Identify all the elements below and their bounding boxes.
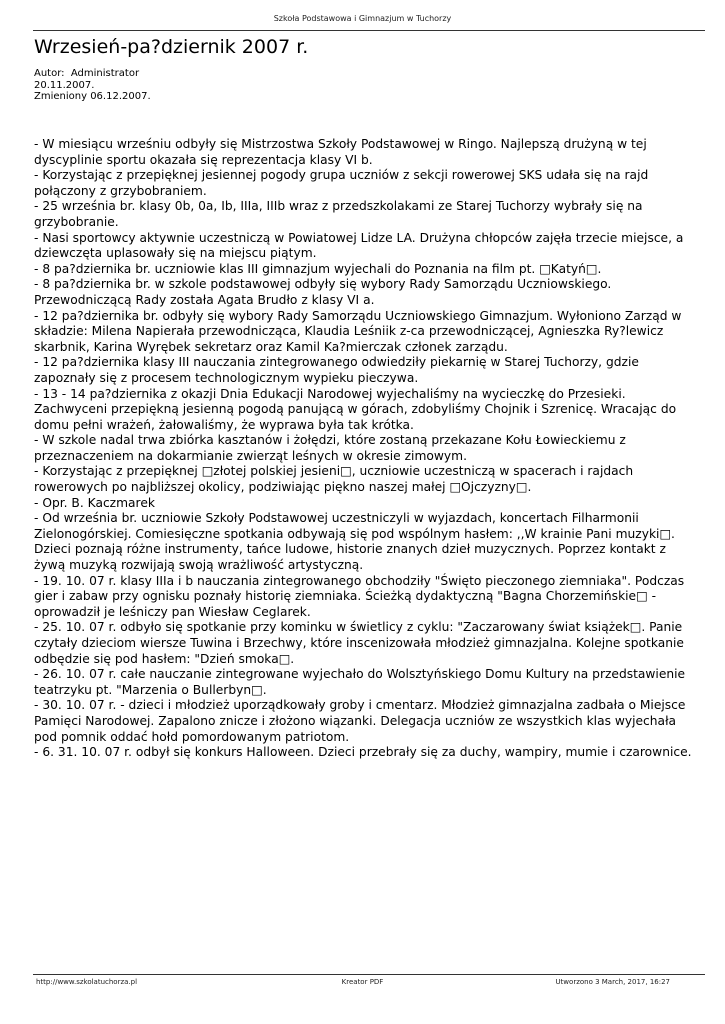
paragraph: - Opr. B. Kaczmarek xyxy=(34,495,155,510)
page-header: Szkoła Podstawowa i Gimnazjum w Tuchorzy xyxy=(273,14,452,23)
paragraph: - 12 pa?dziernika br. odbyły się wybory Rady Samorządu Uczniowskiego Gimnazjum. Wyłoniono Zarząd w składzie: Milena Napierała przewodnicząca, Klaudia Leśniik z-ca przewodniczącej, Agnieszka Ry?lewicz skarbnik, Karina Wyrębek sekretarz oraz Kamil Ka?mierczak członek zarządu. xyxy=(34,308,682,354)
article-meta xyxy=(34,68,151,103)
paragraph: - W szkole nadal trwa zbiórka kasztanów i żołędzi, które zostaną przekazane Kołu Łowieckiemu z przeznaczeniem na dokarmianie zwierząt leśnych w okresie zimowym. xyxy=(34,433,626,463)
paragraph: - Korzystając z przepięknej □złotej polskiej jesieni□, uczniowie uczestniczą w spacerach i rajdach rowerowych po najbliższej okolicy, podziwiając piękno naszej małej □Ojczyzny□. xyxy=(34,464,634,495)
modified-date: Zmieniony 06.12.2007. xyxy=(34,91,151,102)
paragraph: - 26. 10. 07 r. całe nauczanie zintegrowane wyjechało do Wolsztyńskiego Domu Kultury na przedstawienie teatrzyku pt. "Marzenia o Bullerbyn□. xyxy=(34,667,686,697)
article-body xyxy=(34,137,694,761)
footer-created: Utworzono 3 March, 2017, 16:27 xyxy=(555,978,670,986)
paragraph: - 8 pa?dziernika br. w szkole podstawowej odbyły się wybory Rady Samorządu Uczniowskiego. Przewodniczącą Rady została Agata Brudło z klasy VI a. xyxy=(34,277,612,307)
paragraph: - W miesiącu wrześniu odbyły się Mistrzostwa Szkoły Podstawowej w Ringo. Najlepszą drużyną w tej dyscyplinie sportu okazała się reprezentacja klasy VI b. xyxy=(34,137,647,167)
paragraph: - 30. 10. 07 r. - dzieci i młodzież uporządkowały groby i cmentarz. Młodzież gimnazjalna zadbała o Miejsce Pamięci Narodowej. Zapalono znicze i złożono wiązanki. Delegacja uczniów ze wszystkich klas wyjechała pod pomnik oddać hołd pomordowanym patriotom. xyxy=(34,698,686,744)
footer-divider xyxy=(33,974,705,975)
footer-url[interactable]: http://www.szkolatuchorza.pl xyxy=(36,978,138,986)
paragraph: - Nasi sportowcy aktywnie uczestniczą w Powiatowej Lidze LA. Drużyna chłopców zajęła trzecie miejsce, a dziewczęta uplasowały się na miejscu piątym. xyxy=(34,230,684,261)
created-date: 20.11.2007. xyxy=(34,79,95,91)
paragraph: - Od września br. uczniowie Szkoły Podstawowej uczestniczyli w wyjazdach, koncertach Filharmonii Zielonogórskiej. Comiesięczne spotkania odbywają się pod wspólnym hasłem: ,,W krainie Pani muzyki□. Dzieci poznają różne instrumenty, tańce ludowe, historie znanych dzieł muzycznych. Poprzez kontakt z żywą muzyką rozwijają swoją wrażliwość artystyczną. xyxy=(34,511,675,573)
paragraph: - 25 września br. klasy 0b, 0a, Ib, IIIa, IIIb wraz z przedszkolakami ze Starej Tuchorzy wybrały się na grzybobranie. xyxy=(34,199,643,229)
paragraph: - 19. 10. 07 r. klasy IIIa i b nauczania zintegrowanego obchodziły "Święto pieczonego ziemniaka". Podczas gier i zabaw przy ognisku poznały historię ziemniaka. Ścieżką dydaktyczną "Bagna Chorzemińskie□ - oprowadził je leśniczy pan Wiesław Ceglarek. xyxy=(34,573,685,619)
paragraph: - 12 pa?dziernika klasy III nauczania zintegrowanego odwiedziły piekarnię w Starej Tuchorzy, gdzie zapoznały się z procesem technologicznym wypieku pieczywa. xyxy=(34,355,639,385)
header-divider xyxy=(33,30,705,31)
author-line: Autor: Administrator xyxy=(34,68,140,79)
article-title: Wrzesień-pa?dziernik 2007 r. xyxy=(34,36,309,58)
paragraph: - 8 pa?dziernika br. uczniowie klas III gimnazjum wyjechali do Poznania na film pt. □Katyń□. xyxy=(34,261,602,276)
paragraph: - 13 - 14 pa?dziernika z okazji Dnia Edukacji Narodowej wyjechaliśmy na wycieczkę do Przesieki. Zachwyceni przepiękną jesienną pogodą panującą w górach, zdobyliśmy Chojnik i Szrenicę. Wracając do domu pełni wrażeń, żałowaliśmy, że wyprawa była tak krótka. xyxy=(34,386,677,432)
paragraph: - 25. 10. 07 r. odbyło się spotkanie przy kominku w świetlicy z cyklu: "Zaczarowany świat książek□. Panie czytały dzieciom wiersze Tuwina i Brzechwy, które inscenizowała młodzież gimnazjalna. Kolejne spotkanie odbędzie się pod hasłem: "Dzień smoka□. xyxy=(34,620,684,666)
paragraph: - Korzystając z przepięknej jesiennej pogody grupa uczniów z sekcji rowerowej SKS udała się na rajd połączony z grzybobraniem. xyxy=(34,168,649,198)
paragraph: - 6. 31. 10. 07 r. odbył się konkurs Halloween. Dzieci przebrały się za duchy, wampiry, mumie i czarownice. xyxy=(34,745,692,760)
footer-generator: Kreator PDF xyxy=(341,978,384,986)
